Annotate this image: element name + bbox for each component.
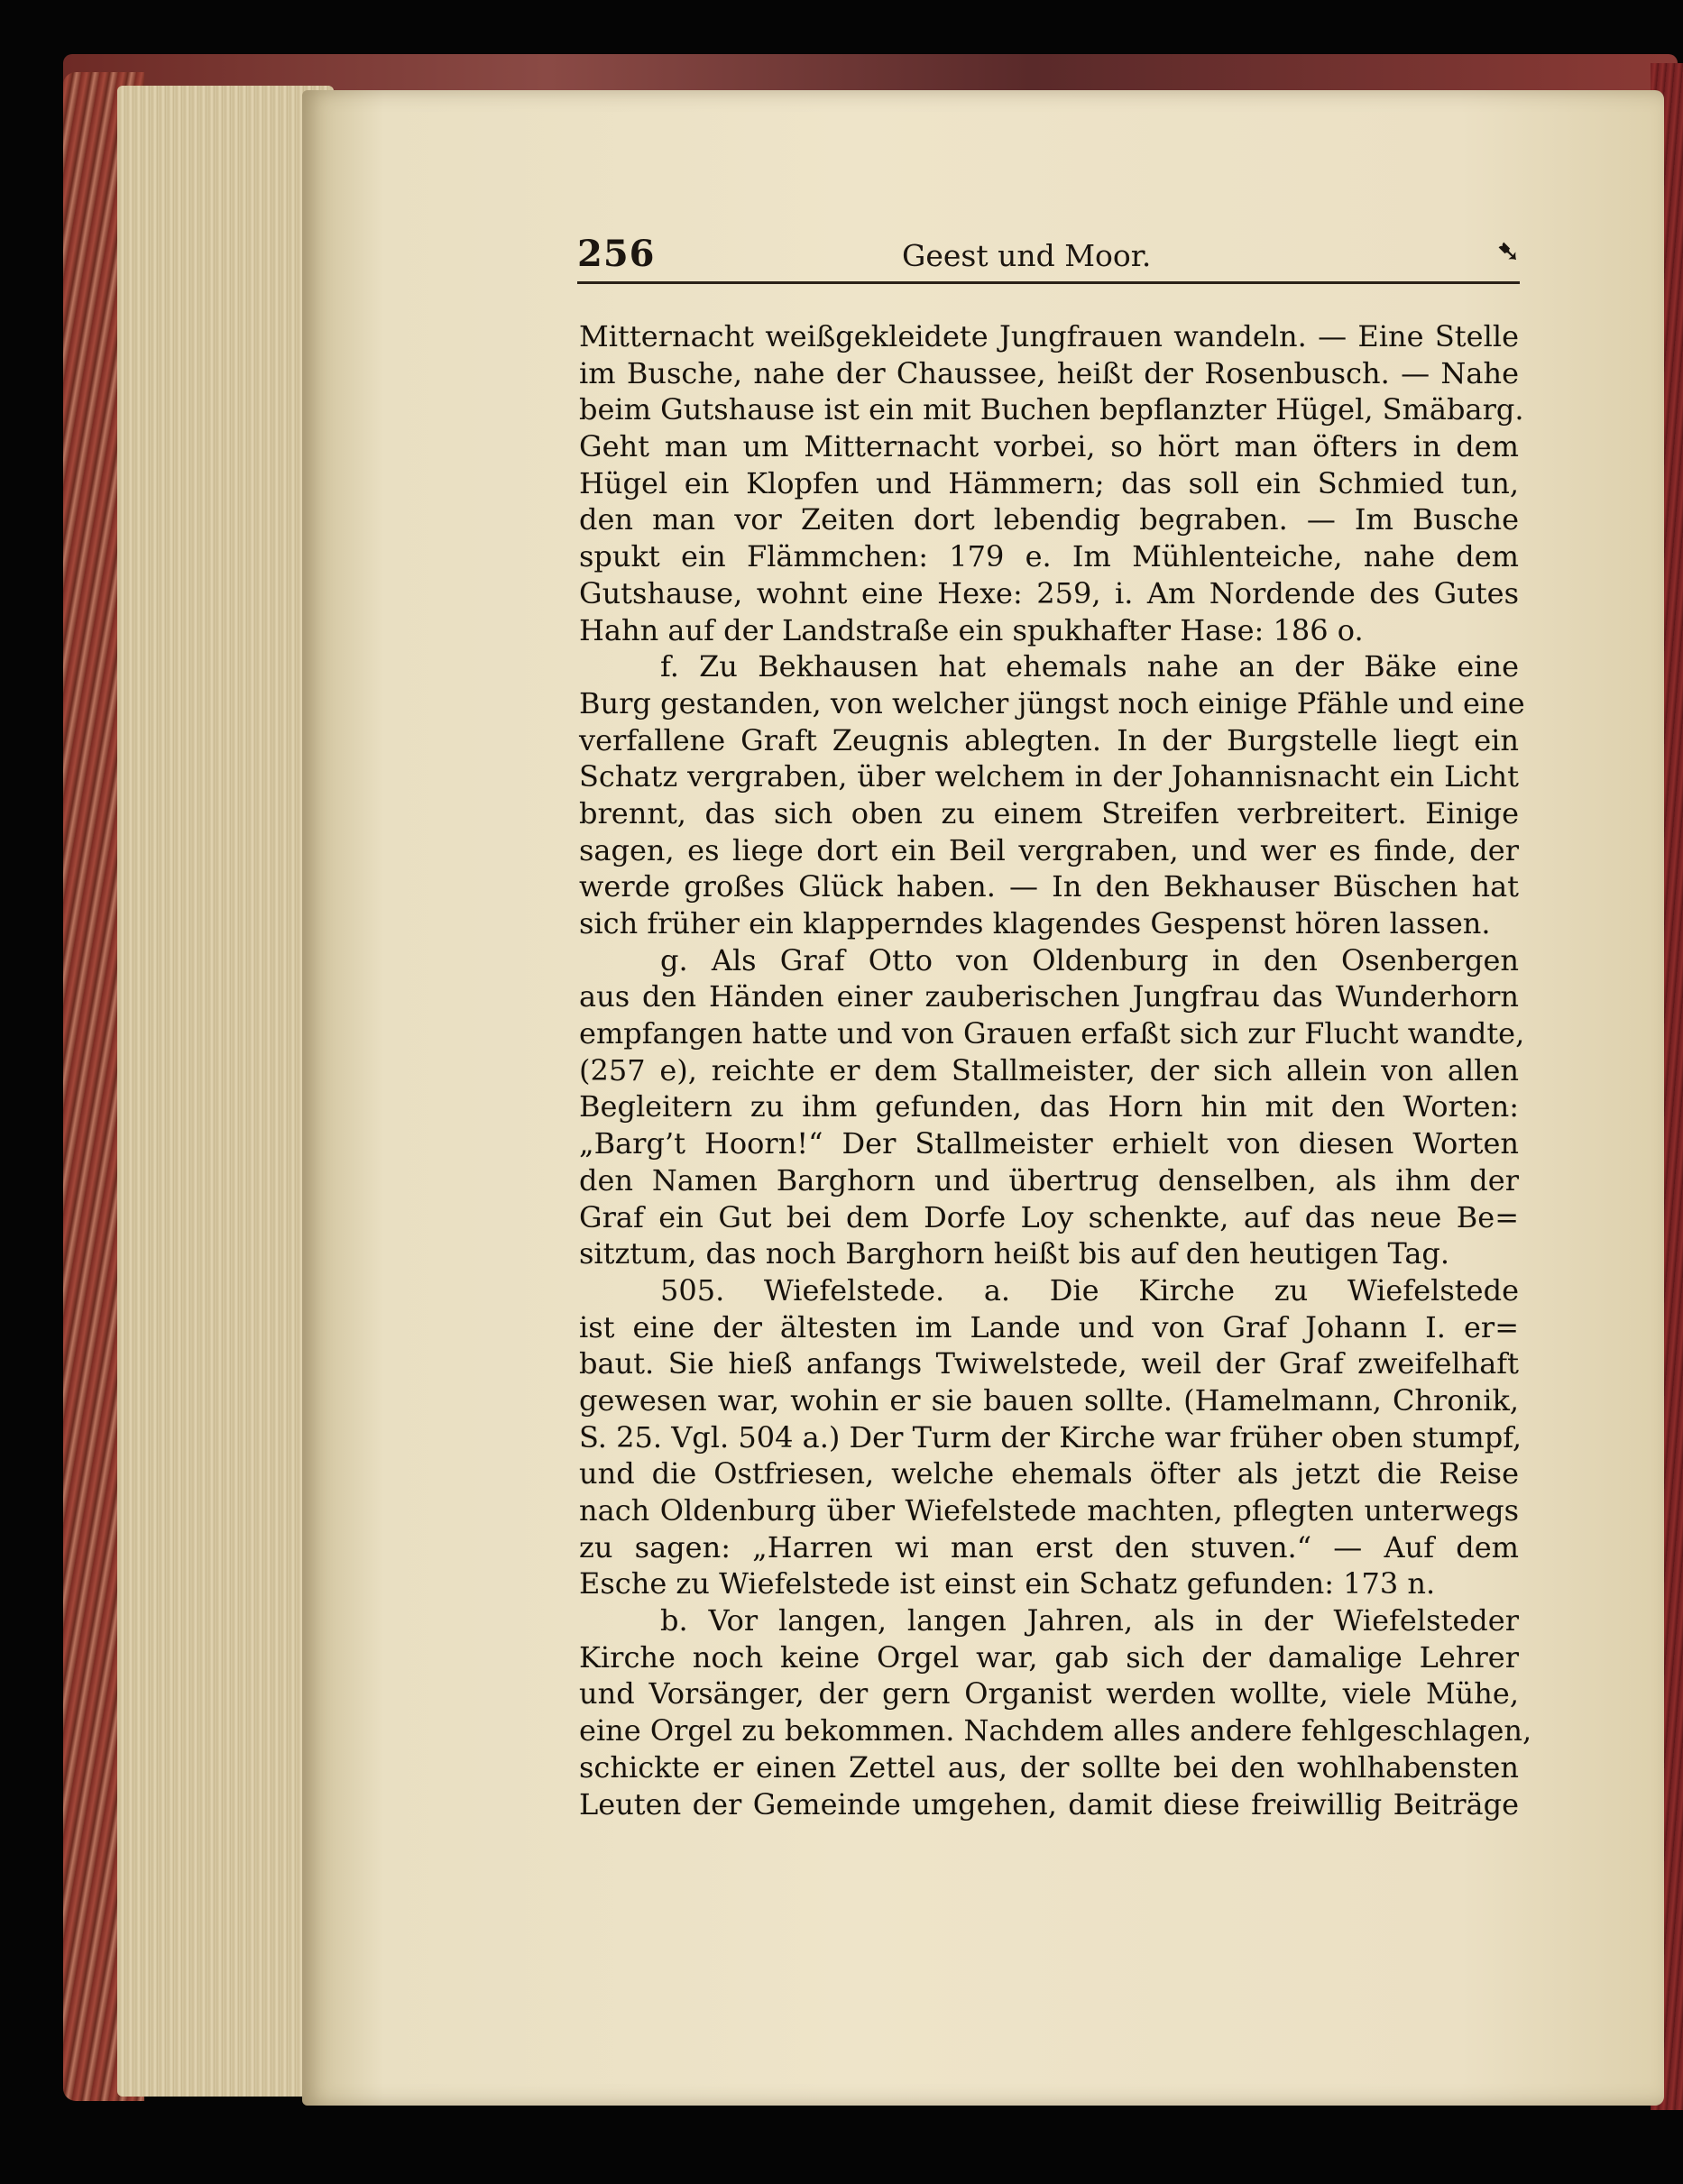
text-line: den man vor Zeiten dort lebendig begraben. — Im Busche bbox=[579, 502, 1519, 537]
text-line: sich früher ein klapperndes klagendes Gespenst hören lassen. bbox=[579, 906, 1491, 941]
text-line: Gutshause, wohnt eine Hexe: 259, i. Am Nordende des Gutes bbox=[579, 575, 1519, 610]
body-text bbox=[579, 318, 1532, 1822]
text-line: baut. Sie hieß anfangs Twiwelstede, weil der Graf zweifelhaft bbox=[579, 1346, 1519, 1381]
text-line: b. Vor langen, langen Jahren, als in der Wiefelsteder bbox=[660, 1603, 1519, 1638]
text-line: zu sagen: „Harren wi man erst den stuven.“ — Auf dem bbox=[579, 1529, 1519, 1565]
text-line: (257 e), reichte er dem Stallmeister, der sich allein von allen bbox=[579, 1052, 1519, 1087]
text-line: g. Als Graf Otto von Oldenburg in den Osenbergen bbox=[660, 942, 1519, 977]
text-line: S. 25. Vgl. 504 a.) Der Turm der Kirche war früher oben stumpf, bbox=[579, 1419, 1522, 1454]
text-line: 505. Wiefelstede. a. Die Kirche zu Wiefelstede bbox=[660, 1272, 1519, 1308]
text-line: und die Ostfriesen, welche ehemals öfter als jetzt die Reise bbox=[579, 1456, 1519, 1491]
text-line: und Vorsänger, der gern Organist werden wollte, viele Mühe, bbox=[579, 1676, 1519, 1711]
text-line: Burg gestanden, von welcher jüngst noch einige Pfähle und eine bbox=[579, 685, 1525, 720]
text-line: sagen, es liege dort ein Beil vergraben, und wer es finde, der bbox=[579, 832, 1519, 867]
text-line: empfangen hatte und von Grauen erfaßt sich zur Flucht wandte, bbox=[579, 1016, 1525, 1051]
text-line: Graf ein Gut bei dem Dorfe Loy schenkte, auf das neue Be= bbox=[579, 1199, 1519, 1234]
text-line: Hügel ein Klopfen und Hämmern; das soll ein Schmied tun, bbox=[579, 465, 1519, 500]
text-line: Kirche noch keine Orgel war, gab sich der damalige Lehrer bbox=[579, 1639, 1519, 1675]
text-line: brennt, das sich oben zu einem Streifen verbreitert. Einige bbox=[579, 795, 1519, 830]
page-edges bbox=[117, 86, 334, 2097]
text-line: „Barg’t Hoorn!“ Der Stallmeister erhielt von diesen Worten bbox=[579, 1126, 1519, 1161]
text-line: sitztum, das noch Barghorn heißt bis auf den heutigen Tag. bbox=[579, 1236, 1450, 1271]
text-line: Leuten der Gemeinde umgehen, damit diese freiwillig Beiträge bbox=[579, 1786, 1519, 1822]
text-line: den Namen Barghorn und übertrug denselben, als ihm der bbox=[579, 1162, 1519, 1198]
text-line: aus den Händen einer zauberischen Jungfrau das Wunderhorn bbox=[579, 979, 1519, 1014]
text-line: beim Gutshause ist ein mit Buchen bepflanzter Hügel, Smäbarg. bbox=[579, 392, 1524, 427]
text-line: eine Orgel zu bekommen. Nachdem alles andere fehlgeschlagen, bbox=[579, 1713, 1532, 1748]
header-rule bbox=[577, 281, 1520, 284]
page-number: 256 bbox=[577, 233, 656, 275]
text-line: Hahn auf der Landstraße ein spukhafter Hase: 186 o. bbox=[579, 612, 1364, 647]
text-line: f. Zu Bekhausen hat ehemals nahe an der Bäke eine bbox=[660, 649, 1519, 684]
text-line: Esche zu Wiefelstede ist einst ein Schatz gefunden: 173 n. bbox=[579, 1566, 1436, 1601]
text-line: Geht man um Mitternacht vorbei, so hört man öfters in dem bbox=[579, 429, 1519, 464]
text-line: im Busche, nahe der Chaussee, heißt der Rosenbusch. — Nahe bbox=[579, 355, 1519, 390]
page-header bbox=[577, 233, 1520, 283]
text-line: Begleitern zu ihm gefunden, das Horn hin mit den Worten: bbox=[579, 1089, 1519, 1124]
text-line: nach Oldenburg über Wiefelstede machten, pflegten unterwegs bbox=[579, 1493, 1519, 1528]
running-title: Geest und Moor. bbox=[902, 238, 1152, 273]
text-line: werde großes Glück haben. — In den Bekhauser Büschen hat bbox=[579, 869, 1519, 904]
text-line: spukt ein Flämmchen: 179 e. Im Mühlenteiche, nahe dem bbox=[579, 539, 1519, 574]
text-line: gewesen war, wohin er sie bauen sollte. (Hamelmann, Chronik, bbox=[579, 1382, 1519, 1418]
text-line: schickte er einen Zettel aus, der sollte bei den wohlhabensten bbox=[579, 1749, 1519, 1785]
text-line: Schatz vergraben, über welchem in der Johannisnacht ein Licht bbox=[579, 759, 1519, 794]
printer-mark-icon: ➷ bbox=[1496, 236, 1520, 268]
text-line: Mitternacht weißgekleidete Jungfrauen wandeln. — Eine Stelle bbox=[579, 319, 1519, 353]
text-line: ist eine der ältesten im Lande und von Graf Johann I. er= bbox=[579, 1309, 1519, 1344]
text-line: verfallene Graft Zeugnis ablegten. In der Burgstelle liegt ein bbox=[579, 722, 1519, 757]
